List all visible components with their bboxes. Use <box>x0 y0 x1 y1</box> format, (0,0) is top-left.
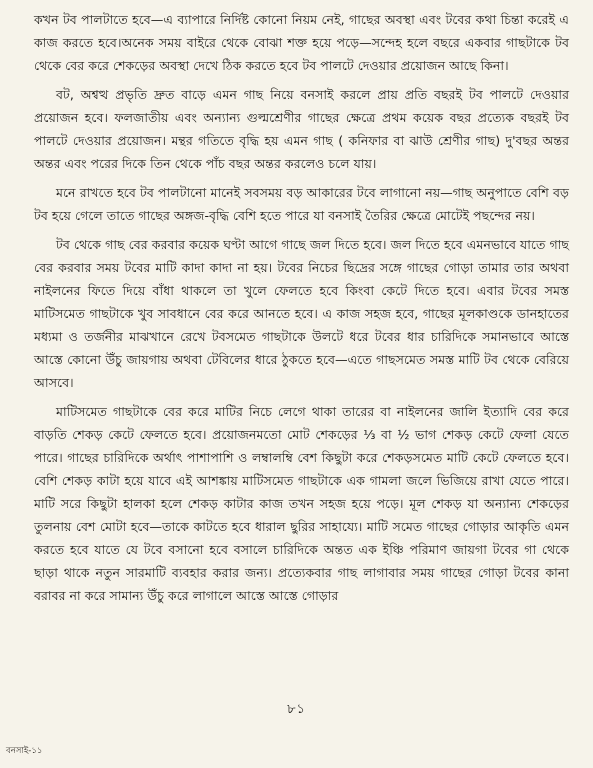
paragraph-4: টব থেকে গাছ বের করবার কয়েক ঘণ্টা আগে গাছে জল দিতে হবে। জল দিতে হবে এমনভাবে যাতে গাছ বের করবার সময় টবের মাটি কাদা কাদা না হয়। টবের নিচের ছিদ্রের সঙ্গে গাছের গোড়া তামার তার অথবা নাইলনের ফিতে দিয়ে বাঁধা থাকলে তা খুলে ফেলতে হবে কিংবা কেটে দিতে হবে। এবার টবের সমস্ত মাটিসমেত গাছটাকে খুব সাবধানে বের করে আনতে হবে। এ কাজ সহজ হবে, গাছের মূলকাণ্ডকে ডানহাতের মধ্যমা ও তর্জনীর মাঝখানে রেখে টবসমেত গাছটাকে উলটে ধরে টবের ধার চারিদিকে সমানভাবে আস্তে আস্তে কোনো উঁচু জায়গায় অথবা টেবিলের ধারে ঠুকতে হবে—এতে গাছসমেত সমস্ত মাটি টব থেকে বেরিয়ে আসবে। <box>34 237 569 390</box>
paragraph-5: মাটিসমেত গাছটাকে বের করে মাটির নিচে লেগে থাকা তারের বা নাইলনের জালি ইত্যাদি বের করে বাড়তি শেকড় কেটে ফেলতে হবে। প্রয়োজনমতো মোট শেকড়ের ⅓ বা ½ ভাগ শেকড় কেটে ফেলা যেতে পারে। গাছের চারিদিকে অর্থাৎ পাশাপাশি ও লম্বালম্বি বেশ কিছুটা করে শেকড়সমেত মাটি কেটে ফেলতে হবে। বেশি শেকড় কাটা হয়ে যাবে এই আশঙ্কায় মাটিসমেত গাছটাকে এক গামলা জলে ভিজিয়ে রাখা যেতে পারে। মাটি সরে কিছুটা হালকা হলে শেকড় কাটার কাজ তখন সহজ হয়ে পড়ে। মূল শেকড় যা অন্যান্য শেকড়ের তুলনায় বেশ মোটা হবে—তাকে কাটতে হবে ধারাল ছুরির সাহায্যে। মাটি সমেত গাছের গোড়ার আকৃতি এমন করতে হবে যাতে যে টবে বসানো হবে বসালে চারিদিকে অন্তত এক ইঞ্চি পরিমাণ জায়গা টবের গা থেকে ছাড়া থাকে নতুন সারমাটি ব্যবহার করার জন্য। প্রত্যেকবার গাছ লাগাবার সময় গাছের গোড়া টবের কানা বরাবর না করে সামান্য উঁচু করে লাগালে আস্তে আস্তে গোড়ার <box>34 404 569 603</box>
page-number: ৮১ <box>287 702 306 717</box>
paragraph-3: মনে রাখতে হবে টব পালটানো মানেই সবসময় বড় আকারের টবে লাগানো নয়—গাছ অনুপাতে বেশি বড় টব হয়ে গেলে তাতে গাছের অঙ্গজ-বৃদ্ধি বেশি হতে পারে যা বনসাই তৈরির ক্ষেত্রে মোটেই পছন্দের নয়। <box>34 185 569 223</box>
signature-mark: বনসাই-১১ <box>6 746 43 756</box>
paragraph-2: বট, অশ্বত্থ প্রভৃতি দ্রুত বাড়ে এমন গাছ নিয়ে বনসাই করলে প্রায় প্রতি বছরই টব পালটে দেওয়ার প্রয়োজন হবে। ফলজাতীয় এবং অন্যান্য গুল্মশ্রেণীর গাছের ক্ষেত্রে প্রথম কয়েক বছর প্রত্যেক বছরই টব পালটে দেওয়ার প্রয়োজন। মন্থর গতিতে বৃদ্ধি হয় এমন গাছ ( কনিফার বা ঝাউ শ্রেণীর গাছ) দু'বছর অন্তর অন্তর এবং পরের দিকে তিন থেকে পাঁচ বছর অন্তর করলেও চলে যায়। <box>34 87 569 171</box>
paragraph-1: কখন টব পালটাতে হবে—এ ব্যাপারে নির্দিষ্ট কোনো নিয়ম নেই, গাছের অবস্থা এবং টবের কথা চিন্তা করেই এ কাজ করতে হবে।অনেক সময় বাইরে থেকে বোঝা শক্ত হয়ে পড়ে—সন্দেহ হলে বছরে একবার গাছটাকে টব থেকে বের করে শেকড়ের অবস্থা দেখে ঠিক করতে হবে টব পালটে দেওয়ার প্রয়োজন আছে কিনা। <box>34 12 569 73</box>
